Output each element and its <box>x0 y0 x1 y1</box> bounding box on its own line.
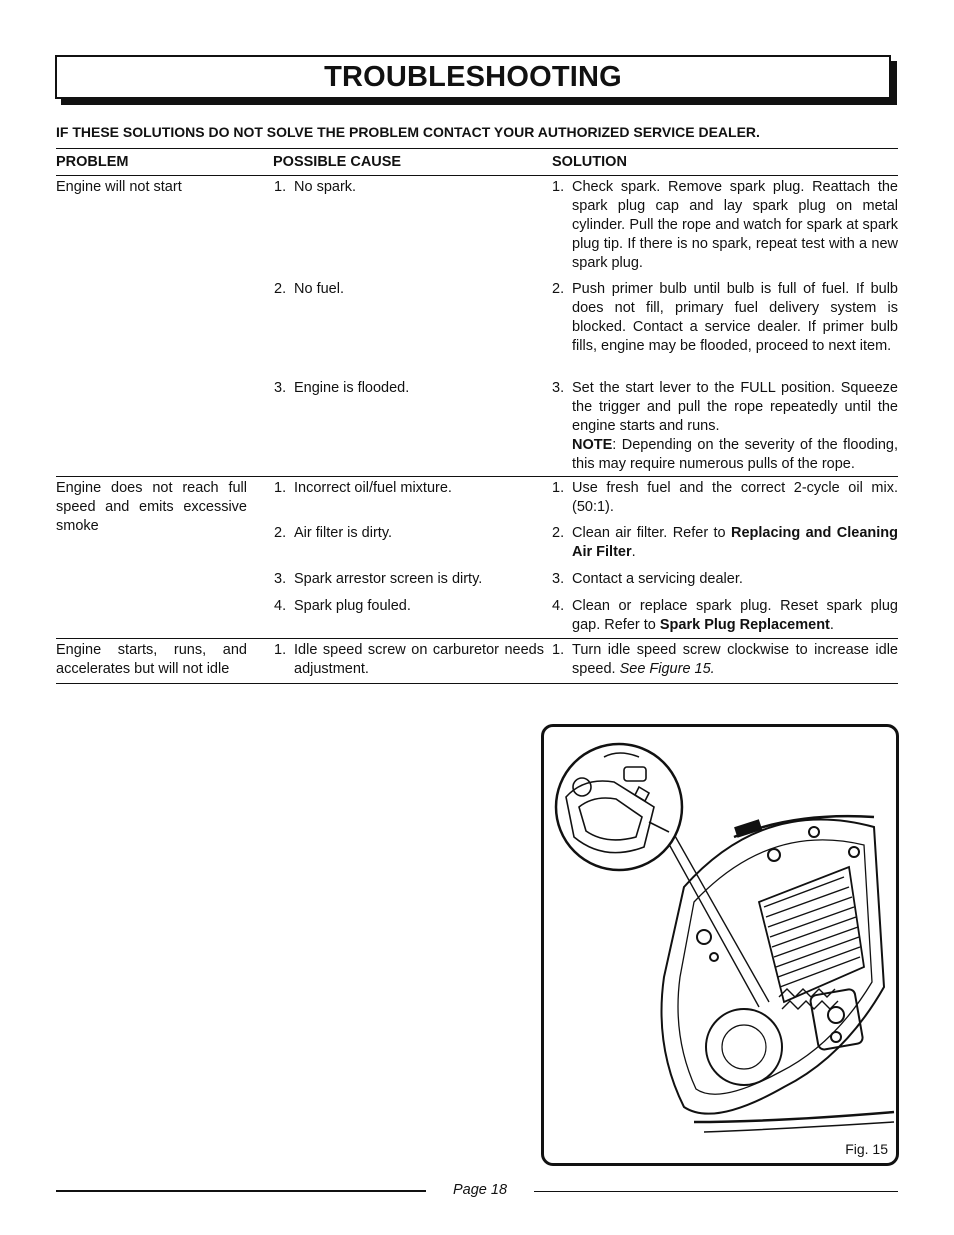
footer-rule-left <box>56 1190 426 1192</box>
solution-item <box>552 568 898 595</box>
cause-number: 3. <box>274 380 287 396</box>
figure-15 <box>541 724 899 1166</box>
cause-item <box>273 377 552 398</box>
cause-item <box>273 477 552 522</box>
problem-cell: Engine starts, runs, and accelerates but will not idle <box>56 642 247 677</box>
cause-number: 2. <box>274 525 287 541</box>
solution-reference: Replacing and Cleaning Air Filter <box>572 525 898 560</box>
solution-text: Clean air filter. Refer to <box>572 525 731 541</box>
solution-number: 1. <box>552 179 565 195</box>
cause-number: 1. <box>274 480 287 496</box>
table-row <box>56 477 898 639</box>
cause-number: 1. <box>274 642 287 658</box>
cause-text: Air filter is dirty. <box>294 525 393 541</box>
cause-text: Spark plug fouled. <box>294 598 411 614</box>
cause-number: 3. <box>274 571 287 587</box>
troubleshooting-table <box>56 148 898 684</box>
note-text: : Depending on the severity of the flooding, this may require numerous pulls of the rope. <box>572 437 898 472</box>
page-title: TROUBLESHOOTING <box>324 60 622 93</box>
solution-text: Check spark. Remove spark plug. Reattach the spark plug cap and lay spark plug on metal cylinder. Pull the rope and watch for spark at spark plug tip. If there is no spark, repeat test with a new spark plug. <box>572 179 898 271</box>
cause-text: Idle speed screw on carburetor needs adjustment. <box>294 642 544 677</box>
cause-text: No spark. <box>294 179 357 195</box>
table-header-row <box>56 149 898 176</box>
figure-reference: See Figure 15. <box>619 661 715 677</box>
cause-item <box>273 595 552 616</box>
solution-reference: Spark Plug Replacement <box>659 617 830 633</box>
solution-item <box>552 176 898 278</box>
solution-item <box>552 639 898 679</box>
solution-text: Contact a servicing dealer. <box>572 571 743 587</box>
solution-text: Set the start lever to the FULL position. Squeeze the trigger and pull the rope repeatedly until the engine starts and runs. <box>572 380 898 434</box>
cause-item <box>273 639 552 679</box>
title-banner <box>55 55 897 105</box>
cause-text: Spark arrestor screen is dirty. <box>294 571 483 587</box>
solution-text: Turn idle speed screw clockwise to increase idle speed. <box>572 642 898 677</box>
solution-number: 3. <box>552 380 565 396</box>
solution-text: Use fresh fuel and the correct 2-cycle oil mix. (50:1). <box>572 480 898 515</box>
problem-cell: Engine will not start <box>56 179 182 195</box>
problem-cell: Engine does not reach full speed and emits excessive smoke <box>56 480 247 534</box>
cause-text: No fuel. <box>294 281 344 297</box>
title-box <box>55 55 891 99</box>
cause-number: 1. <box>274 179 287 195</box>
cause-item <box>273 522 552 568</box>
solution-item <box>552 477 898 522</box>
footer-rule-right <box>534 1191 898 1192</box>
cause-item <box>273 568 552 595</box>
solution-number: 2. <box>552 525 565 541</box>
solution-number: 3. <box>552 571 565 587</box>
table-row <box>56 639 898 684</box>
warning-text: IF THESE SOLUTIONS DO NOT SOLVE THE PROBLEM CONTACT YOUR AUTHORIZED SERVICE DEALER. <box>56 124 760 140</box>
solution-item: 4. Clean or replace spark plug. Reset spark plug gap. Refer to Spark Plug Replacement. <box>552 598 898 633</box>
solution-text: Push primer bulb until bulb is full of fuel. If bulb does not fill, primary fuel delivery system is blocked. Contact a service dealer. If primer bulb fills, engine may be flooded, proceed to next item. <box>572 281 898 354</box>
page-number: Page 18 <box>452 1182 508 1198</box>
blower-engine-illustration-icon <box>544 727 896 1163</box>
solution-number: 1. <box>552 480 565 496</box>
solution-item <box>552 278 898 377</box>
solution-number: 1. <box>552 642 565 658</box>
cause-number: 4. <box>274 598 287 614</box>
header-problem: PROBLEM <box>56 149 273 176</box>
cause-text: Incorrect oil/fuel mixture. <box>294 480 452 496</box>
cause-number: 2. <box>274 281 287 297</box>
figure-caption: Fig. 15 <box>845 1141 888 1157</box>
header-solution: SOLUTION <box>552 149 898 176</box>
solution-number: 4. <box>552 598 565 614</box>
cause-item <box>273 176 552 278</box>
note-label: NOTE <box>572 437 613 453</box>
solution-number: 2. <box>552 281 565 297</box>
header-cause: POSSIBLE CAUSE <box>273 149 552 176</box>
cause-item <box>273 278 552 377</box>
solution-item <box>552 377 898 476</box>
solution-item: 2. Clean air filter. Refer to Replacing and Cleaning Air Filter. <box>552 522 898 568</box>
solution-text: Clean or replace spark plug. Reset spark plug gap. Refer to <box>572 598 898 633</box>
cause-text: Engine is flooded. <box>294 380 410 396</box>
table-row <box>56 176 898 477</box>
